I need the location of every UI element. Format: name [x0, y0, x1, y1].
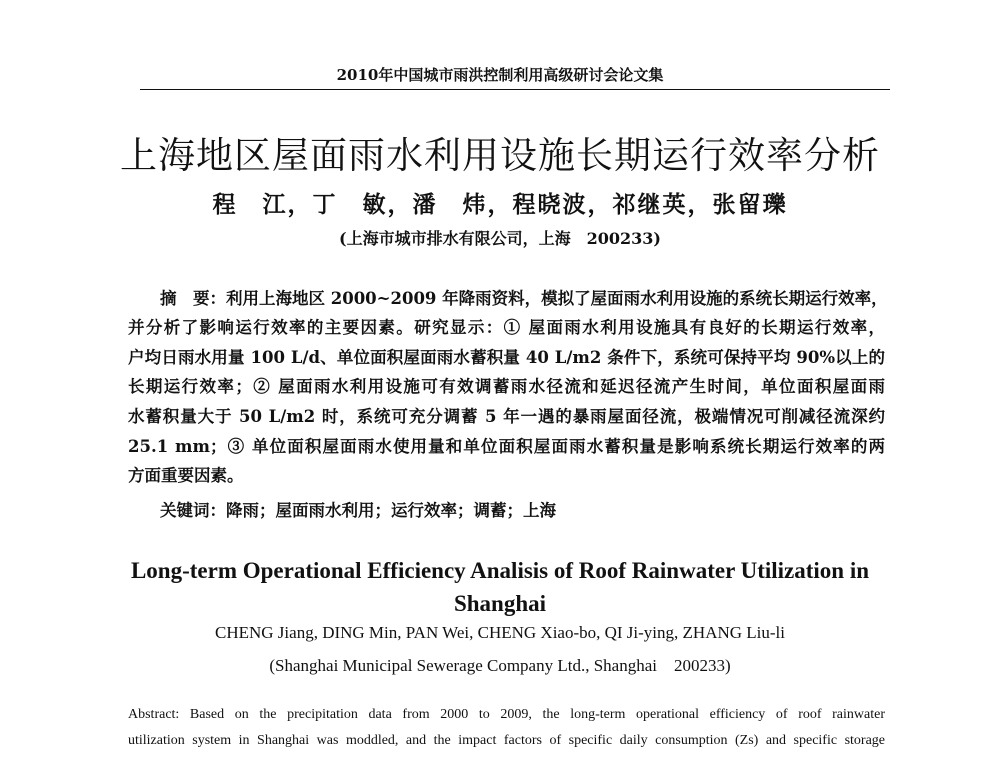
abstract-line: 25.1 mm；③ 单位面积屋面雨水使用量和单位面积屋面雨水蓄积量是影响系统长期运行效率的两	[128, 437, 885, 456]
abstract-line: 水蓄积量大于 50 L/m2 时，系统可充分调蓄 5 年一遇的暴雨屋面径流，极端情况可削减径流深约	[128, 407, 885, 426]
affiliation-chinese: (上海市城市排水有限公司，上海 200233)	[339, 229, 661, 248]
abstract-line: Abstract: Based on the precipitation data from 2000 to 2009, the long-term operational efficiency of roof rainwater	[128, 707, 885, 722]
authors-chinese: 程 江，丁 敏，潘 炜，程晓波，祁继英，张留瓅	[212, 191, 788, 218]
header-rule	[140, 89, 890, 90]
abstract-line: 户均日雨水用量 100 L/d、单位面积屋面雨水蓄积量 40 L/m2 条件下，系统可保持平均 90%以上的	[128, 348, 885, 367]
abstract-label: 摘 要：	[160, 289, 226, 308]
abstract-line: 摘 要：利用上海地区 2000~2009 年降雨资料，模拟了屋面雨水利用设施的系统长期运行效率，	[160, 289, 888, 308]
abstract-line: utilization system in Shanghai was moddled, and the impact factors of specific daily consumption (Zs) and specific storage	[128, 733, 885, 748]
abstract-line: 方面重要因素。	[128, 466, 244, 485]
affiliation-english: (Shanghai Municipal Sewerage Company Ltd., Shanghai 200233)	[269, 656, 731, 675]
running-head: 2010年中国城市雨洪控制利用高级研讨会论文集	[336, 66, 664, 84]
authors-english: CHENG Jiang, DING Min, PAN Wei, CHENG Xiao-bo, QI Ji-ying, ZHANG Liu-li	[215, 623, 785, 642]
title-chinese: 上海地区屋面雨水利用设施长期运行效率分析	[120, 134, 880, 177]
abstract-line: 并分析了影响运行效率的主要因素。研究显示：① 屋面雨水利用设施具有良好的长期运行效率，	[128, 318, 885, 337]
title-english-line: Shanghai	[453, 591, 547, 616]
title-english-line: Long-term Operational Efficiency Analisis of Roof Rainwater Utilization in	[130, 558, 870, 583]
abstract-line: 长期运行效率；② 屋面雨水利用设施可有效调蓄雨水径流和延迟径流产生时间，单位面积屋面雨	[128, 377, 885, 396]
keywords-label: 关键词：	[160, 501, 226, 520]
keywords-chinese: 关键词：降雨；屋面雨水利用；运行效率；调蓄；上海	[160, 501, 556, 520]
